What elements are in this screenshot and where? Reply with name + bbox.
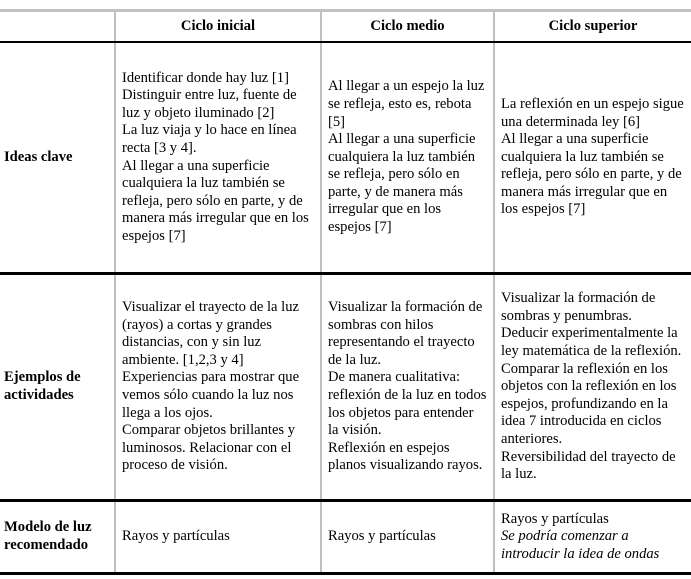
row-header: Ideas clave: [4, 148, 73, 165]
cell-line: La luz viaja y lo hace en línea recta [3 y 4].: [122, 122, 297, 156]
cell-line: La reflexión en un espejo sigue una determinada ley [6]: [501, 95, 684, 130]
table-row-ideas-clave: [0, 42, 691, 274]
cell-line: Al llegar a una superficie cualquiera la luz también se refleja, pero sólo en parte, y de manera más irregular que en los espejos [7]: [328, 131, 476, 236]
column-header-ciclo-medio: Ciclo medio: [321, 11, 494, 43]
cell-ideas-inicial: [115, 42, 321, 274]
cell-modelo-medio: [321, 501, 494, 574]
cell-ejemplos-superior: [494, 274, 691, 501]
cell-line: Reversibilidad del trayecto de la luz.: [501, 448, 676, 483]
row-header: Ejemplos de actividades: [4, 369, 81, 403]
cell-line: Visualizar la formación de sombras con hilos representando el trayecto de la luz.: [328, 299, 483, 368]
cell-line: Distinguir entre luz, fuente de luz y objeto iluminado [2]: [122, 87, 297, 121]
cell-line: Al llegar a una superficie cualquiera la luz también se refleja, pero sólo en parte, y de manera más irregular que en los espejos [7]: [122, 157, 309, 244]
column-header-ciclo-superior: Ciclo superior: [494, 11, 691, 43]
cell-line: Rayos y partículas: [501, 510, 609, 527]
cell-line: De manera cualitativa: reflexión de la luz en todos los objetos para entender la visión.: [328, 369, 487, 439]
table-row-modelo: [0, 501, 691, 574]
italic-note: Se podría comenzar a introducir la idea de ondas: [501, 528, 660, 562]
cell-line: Al llegar a un espejo la luz se refleja, esto es, rebota [5]: [328, 78, 485, 130]
cell-line: Identificar donde hay luz [1]: [122, 69, 289, 86]
cell-modelo-superior: [494, 501, 691, 574]
cell-ejemplos-medio: [321, 274, 494, 501]
header-row: [0, 11, 691, 43]
table-row-ejemplos: [0, 274, 691, 501]
cell-line: Experiencias para mostrar que vemos sólo cuando la luz nos llega a los ojos.: [122, 369, 300, 421]
cell-modelo-inicial: [115, 501, 321, 574]
cell-line: Visualizar el trayecto de la luz (rayos) a cortas y grandes distancias, con y sin luz ambiente. [1,2,3 y 4]: [122, 299, 299, 368]
cell-line: Comparar la reflexión en los objetos con la reflexión en los espejos, profundizando en la idea 7 introducida en ciclos anteriores.: [501, 360, 677, 447]
cell-ideas-medio: [321, 42, 494, 274]
cell-line: Visualizar la formación de sombras y penumbras.: [501, 290, 656, 324]
cell-line: Rayos y partículas: [122, 528, 230, 545]
cell-ideas-superior: [494, 42, 691, 274]
cell-line: Rayos y partículas: [328, 528, 436, 545]
cell-line: Comparar objetos brillantes y luminosos. Relacionar con el proceso de visión.: [122, 422, 296, 474]
cell-ejemplos-inicial: [115, 274, 321, 501]
corner-cell: [0, 11, 115, 43]
cell-line: Reflexión en espejos planos visualizando rayos.: [328, 439, 483, 474]
curriculum-table: [0, 9, 691, 575]
cell-line: Al llegar a una superficie cualquiera la luz también se refleja, pero sólo en parte, y de manera más irregular que en los espejos [7]: [501, 131, 682, 218]
column-header-ciclo-inicial: Ciclo inicial: [115, 11, 321, 43]
row-header: Modelo de luz recomendado: [4, 519, 92, 553]
cell-line: Deducir experimentalmente la ley matemática de la reflexión.: [501, 325, 682, 360]
